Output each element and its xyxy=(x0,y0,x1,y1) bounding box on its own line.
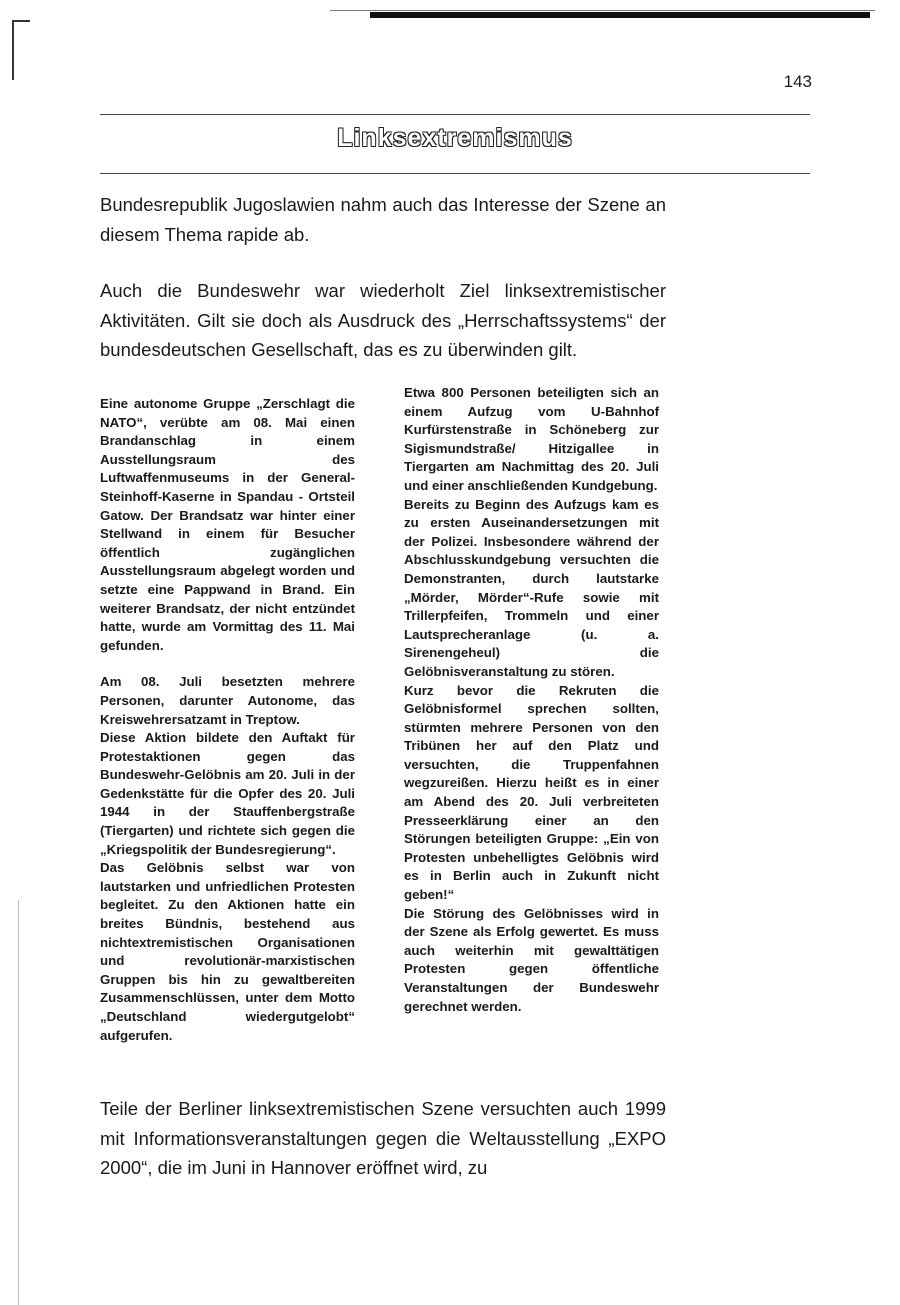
scan-edge-line-thin xyxy=(330,10,875,11)
header-rule-top xyxy=(100,114,810,115)
chapter-header-title: Linksextremismus xyxy=(337,124,573,152)
scan-corner-mark-h xyxy=(12,20,30,22)
right-col-paragraph: Bereits zu Beginn des Aufzugs kam es zu ersten Auseinandersetzungen mit der Polizei. Insbesondere während der Abschlusskundgebung versuchten die Demonstranten, durch lautstarke „Mörder, Mörder“-Rufe sowie mit Trillerpfeifen, Trommeln und einer Lautsprecheranlage (u. a. Sirenengeheul) die Gelöbnisveranstaltung zu stören. xyxy=(404,496,659,679)
right-col-paragraph: Die Störung des Gelöbnisses wird in der Szene als Erfolg gewertet. Es muss auch weiterhin mit gewalttätigen Protesten gegen öffentliche Veranstaltungen der Bundeswehr gerechnet werden. xyxy=(404,905,659,1014)
intro-paragraph-2: Auch die Bundeswehr war wiederholt Ziel linksextremistischer Aktivitäten. Gilt sie doch als Ausdruck des „Herrschaftssystems“ der bundesdeutschen Gesellschaft, das es zu überwinden gilt. xyxy=(100,280,666,360)
outro-paragraph: Teile der Berliner linksextremistischen Szene versuchten auch 1999 mit Informationsveranstaltungen gegen die Weltausstellung „EXPO 2000“, die im Juni in Hannover eröffnet wird, zu xyxy=(100,1098,666,1178)
scan-corner-mark xyxy=(12,20,14,80)
left-col-paragraph: Eine autonome Gruppe „Zerschlagt die NATO“, verübte am 08. Mai einen Brandanschlag in einem Ausstellungsraum des Luftwaffenmuseums in der General-Steinhoff-Kaserne in Spandau - Ortsteil Gatow. Der Brandsatz war hinter einer Stellwand in einem für Besucher öffentlich zugänglichen Ausstellungsraum abgelegt worden und setzte eine Pappwand in Brand. Ein weiterer Brandsatz, der nicht entzündet hatte, wurde am Vormittag des 11. Mai gefunden. xyxy=(100,396,355,653)
left-col-paragraph: Diese Aktion bildete den Auftakt für Protestaktionen gegen das Bundeswehr-Gelöbnis am 20. Juli in der Gedenkstätte für die Opfer des 20. Juli 1944 in der Stauffenbergstraße (Tiergarten) und richtete sich gegen die „Kriegspolitik der Bundesregierung“. xyxy=(100,730,355,857)
intro-paragraph-1: Bundesrepublik Jugoslawien nahm auch das Interesse der Szene an diesem Thema rapide ab. xyxy=(100,194,666,245)
page-number: 143 xyxy=(783,72,812,91)
right-column xyxy=(404,384,659,1016)
left-col-paragraph: Das Gelöbnis selbst war von lautstarken und unfriedlichen Protesten begleitet. Zu den Aktionen hatte ein breites Bündnis, bestehend aus nichtextremistischen Organisationen und revolutionär-marxistischen Gruppen bis hin zu gewaltbereiten Zusammenschlüssen, unter dem Motto „Deutschland wiedergutgelobt“ aufgerufen. xyxy=(100,860,355,1043)
right-col-paragraph: Etwa 800 Personen beteiligten sich an einem Aufzug vom U-Bahnhof Kurfürstenstraße in Schöneberg zur Sigismundstraße/ Hitzigallee in Tiergarten am Nachmittag des 20. Juli und einer anschließenden Kundgebung. xyxy=(404,385,659,493)
scan-left-edge xyxy=(18,900,19,1305)
left-column xyxy=(100,395,355,1045)
header-rule-bottom xyxy=(100,173,810,174)
scan-edge-line xyxy=(370,12,870,18)
left-col-paragraph: Am 08. Juli besetzten mehrere Personen, darunter Autonome, das Kreiswehrersatzamt in Treptow. xyxy=(100,674,355,727)
right-col-paragraph: Kurz bevor die Rekruten die Gelöbnisformel sprechen sollten, stürmten mehrere Personen von den Tribünen her auf den Platz und versuchten, die Truppenfahnen wegzureißen. Hierzu heißt es in einer am Abend des 20. Juli verbreiteten Presseerklärung einer an den Störungen beteiligten Gruppe: „Ein von Protesten unbehelligtes Gelöbnis wird es in Berlin auch in Zukunft nicht geben!“ xyxy=(404,682,659,903)
